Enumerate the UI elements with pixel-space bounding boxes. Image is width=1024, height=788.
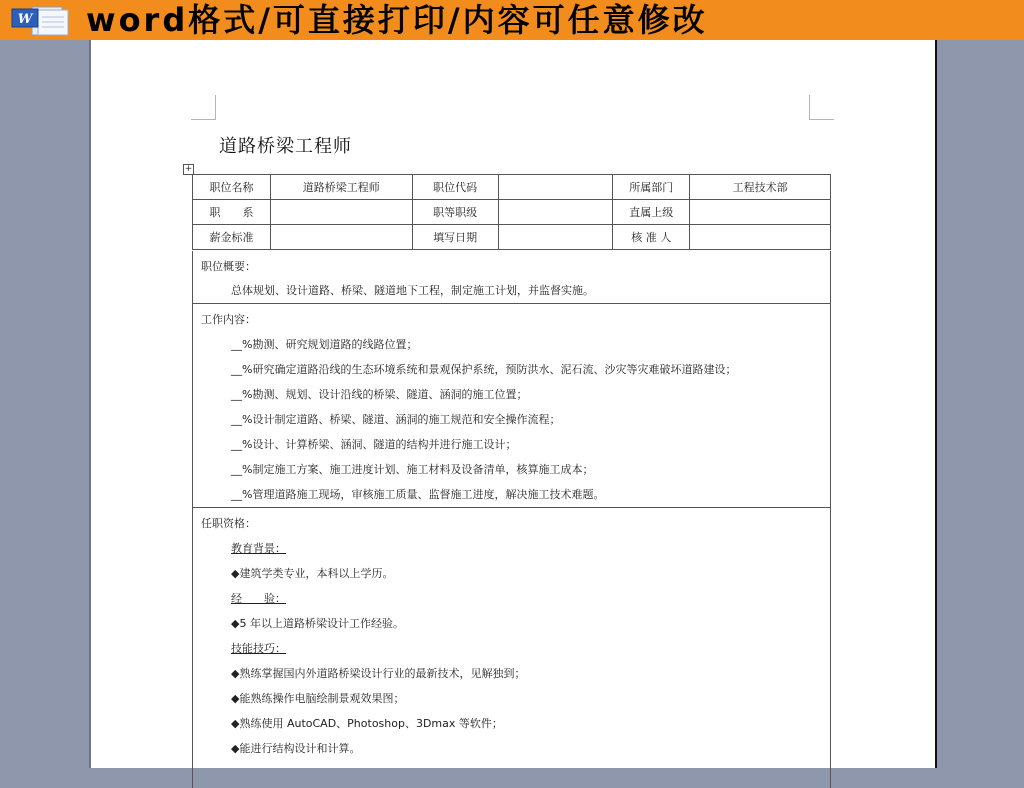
skill-item: ◆熟练掌握国内外道路桥梁设计行业的最新技术，见解独到；	[231, 667, 526, 680]
skill-item: ◆能熟练操作电脑绘制景观效果图；	[231, 692, 405, 705]
margin-corner-mark	[191, 95, 216, 120]
label-fill-date: 填写日期	[412, 225, 498, 250]
document-page[interactable]	[91, 40, 935, 768]
value-fill-date[interactable]	[498, 225, 613, 250]
value-position-name[interactable]: 道路桥梁工程师	[270, 175, 412, 200]
qualifications-heading: 任职资格：	[201, 517, 256, 530]
label-salary: 薪金标准	[193, 225, 271, 250]
margin-corner-mark	[809, 95, 834, 120]
experience-item: ◆5 年以上道路桥梁设计工作经验。	[231, 617, 404, 630]
document-title: 道路桥梁工程师	[219, 136, 352, 157]
label-position-code: 职位代码	[412, 175, 498, 200]
label-position-name: 职位名称	[193, 175, 271, 200]
duty-item: __%研究确定道路沿线的生态环境系统和景观保护系统，预防洪水、泥石流、沙灾等灾难破坏道路建设；	[231, 363, 737, 376]
word-doc-icon	[10, 5, 70, 37]
duties-section	[192, 304, 831, 508]
value-supervisor[interactable]	[690, 200, 831, 225]
table-row	[193, 175, 831, 200]
value-approver[interactable]	[690, 225, 831, 250]
skill-item: ◆熟练使用 AutoCAD、Photoshop、3Dmax 等软件；	[231, 717, 503, 730]
value-department[interactable]: 工程技术部	[690, 175, 831, 200]
value-salary[interactable]	[270, 225, 412, 250]
summary-text: 总体规划、设计道路、桥梁、隧道地下工程，制定施工计划，并监督实施。	[231, 284, 594, 297]
label-job-family: 职 系	[193, 200, 271, 225]
duty-item: __%设计制定道路、桥梁、隧道、涵洞的施工规范和安全操作流程；	[231, 413, 561, 426]
education-item: ◆建筑学类专业，本科以上学历。	[231, 567, 394, 580]
value-position-code[interactable]	[498, 175, 613, 200]
label-approver: 核 准 人	[613, 225, 690, 250]
job-info-table	[192, 174, 831, 250]
right-gutter	[935, 40, 1024, 768]
qualifications-section	[192, 508, 831, 788]
promo-banner	[0, 0, 1024, 40]
duty-item: __%勘测、研究规划道路的线路位置；	[231, 338, 418, 351]
label-department: 所属部门	[613, 175, 690, 200]
left-gutter	[0, 40, 91, 768]
skill-item: ◆能进行结构设计和计算。	[231, 742, 361, 755]
label-supervisor: 直属上级	[613, 200, 690, 225]
table-move-icon[interactable]: +	[184, 164, 193, 174]
label-grade: 职等职级	[412, 200, 498, 225]
duty-item: __%管理道路施工现场，审核施工质量、监督施工进度，解决施工技术难题。	[231, 488, 605, 501]
summary-heading: 职位概要：	[201, 260, 256, 273]
summary-section	[192, 251, 831, 304]
skills-label: 技能技巧：	[231, 642, 286, 655]
value-job-family[interactable]	[270, 200, 412, 225]
experience-label: 经 验：	[231, 592, 286, 605]
duties-heading: 工作内容：	[201, 313, 256, 326]
banner-text: word格式/可直接打印/内容可任意修改	[86, 1, 708, 39]
value-grade[interactable]	[498, 200, 613, 225]
education-label: 教育背景：	[231, 542, 286, 555]
duty-item: __%勘测、规划、设计沿线的桥梁、隧道、涵洞的施工位置；	[231, 388, 528, 401]
svg-text:W: W	[17, 12, 33, 27]
table-row	[193, 225, 831, 250]
duty-item: __%制定施工方案、施工进度计划、施工材料及设备清单，核算施工成本；	[231, 463, 594, 476]
table-row	[193, 200, 831, 225]
duty-item: __%设计、计算桥梁、涵洞、隧道的结构并进行施工设计；	[231, 438, 517, 451]
